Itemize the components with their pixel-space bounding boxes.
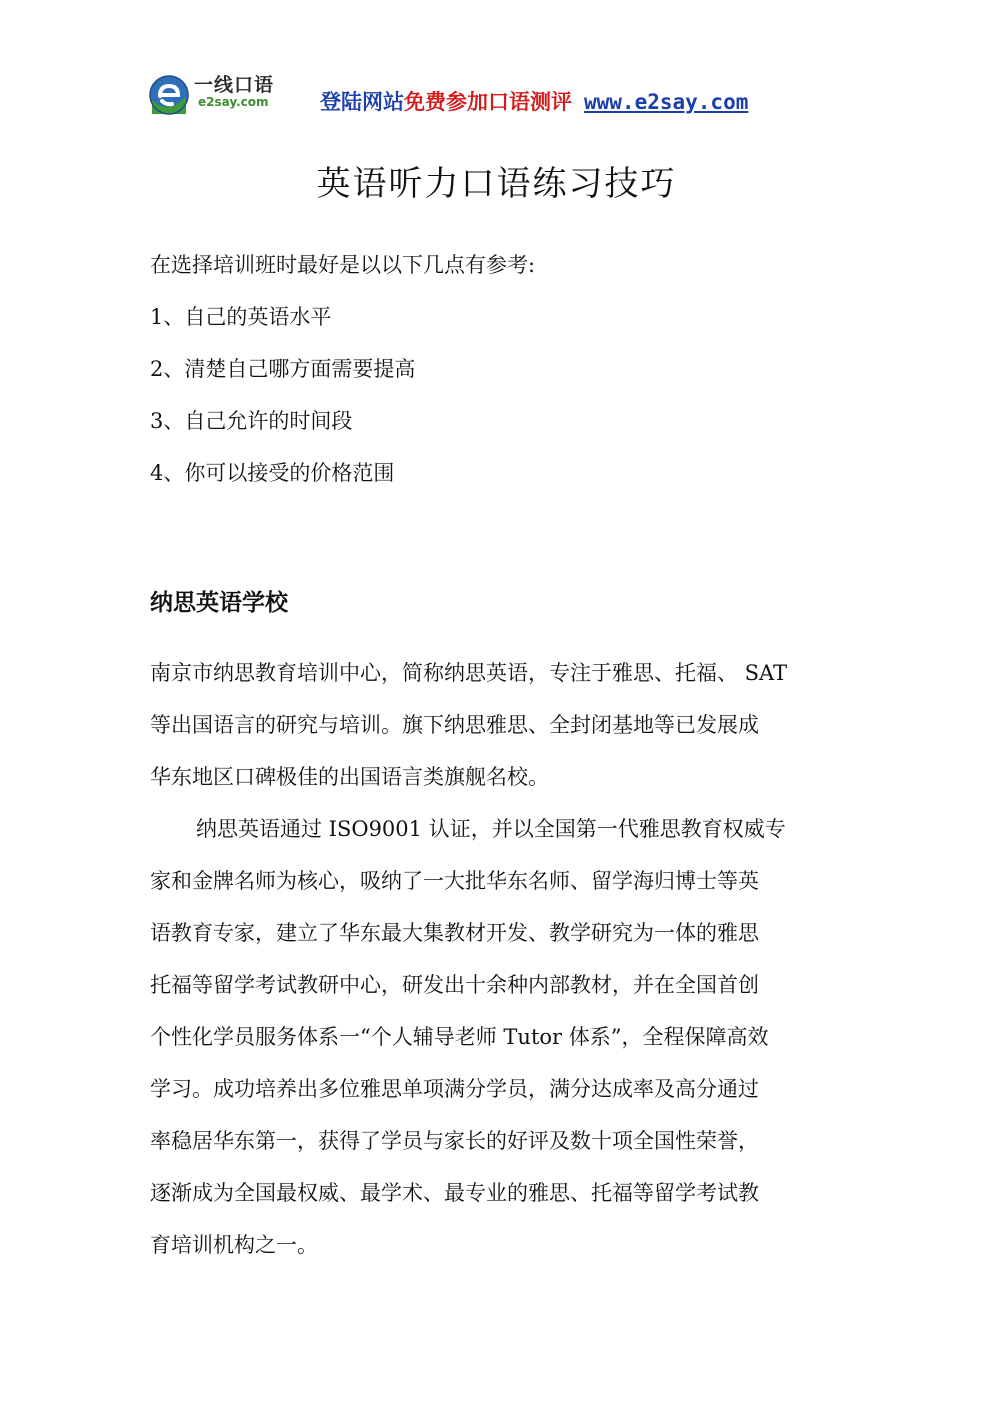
logo-domain-text: e2say.com — [198, 95, 269, 109]
list-item: 2、清楚自己哪方面需要提高 — [150, 357, 416, 381]
paragraph-line: 率稳居华东第一，获得了学员与家长的好评及数十项全国性荣誉， — [150, 1129, 759, 1153]
paragraph-line: 华东地区口碑极佳的出国语言类旗舰名校。 — [150, 765, 549, 789]
promo-website-link[interactable]: www.e2say.com — [584, 90, 749, 114]
paragraph-line: 纳思英语通过 ISO9001 认证，并以全国第一代雅思教育权威专 — [196, 817, 786, 841]
e2say-logo-icon — [148, 74, 190, 116]
paragraph-line: 逐渐成为全国最权威、最学术、最专业的雅思、托福等留学考试教 — [150, 1181, 759, 1205]
paragraph-line: 语教育专家，建立了华东最大集教材开发、教学研究为一体的雅思 — [150, 921, 759, 945]
e2say-logo[interactable] — [148, 68, 288, 118]
document-title: 英语听力口语练习技巧 — [316, 164, 677, 204]
list-item: 1、自己的英语水平 — [150, 305, 332, 329]
paragraph-line: 南京市纳思教育培训中心，简称纳思英语，专注于雅思、托福、 SAT — [150, 661, 788, 685]
promo-login-text: 登陆网站 — [320, 90, 404, 114]
promo-banner — [320, 86, 748, 116]
paragraph-line: 学习。成功培养出多位雅思单项满分学员，满分达成率及高分通过 — [150, 1077, 759, 1101]
page-header — [148, 68, 828, 124]
list-item: 4、你可以接受的价格范围 — [150, 461, 395, 485]
intro-text: 在选择培训班时最好是以以下几点有参考: — [150, 253, 536, 277]
paragraph-line: 托福等留学考试教研中心，研发出十余种内部教材，并在全国首创 — [150, 973, 759, 997]
list-item: 3、自己允许的时间段 — [150, 409, 353, 433]
logo-chinese-text: 一线口语 — [194, 74, 275, 96]
section-heading: 纳思英语学校 — [150, 590, 288, 616]
paragraph-line: 个性化学员服务体系一“个人辅导老师 Tutor 体系”，全程保障高效 — [150, 1025, 769, 1049]
promo-free-test-text: 免费参加口语测评 — [404, 90, 572, 114]
paragraph-line: 育培训机构之一。 — [150, 1233, 318, 1257]
paragraph-line: 家和金牌名师为核心，吸纳了一大批华东名师、留学海归博士等英 — [150, 869, 759, 893]
paragraph-line: 等出国语言的研究与培训。旗下纳思雅思、全封闭基地等已发展成 — [150, 713, 759, 737]
